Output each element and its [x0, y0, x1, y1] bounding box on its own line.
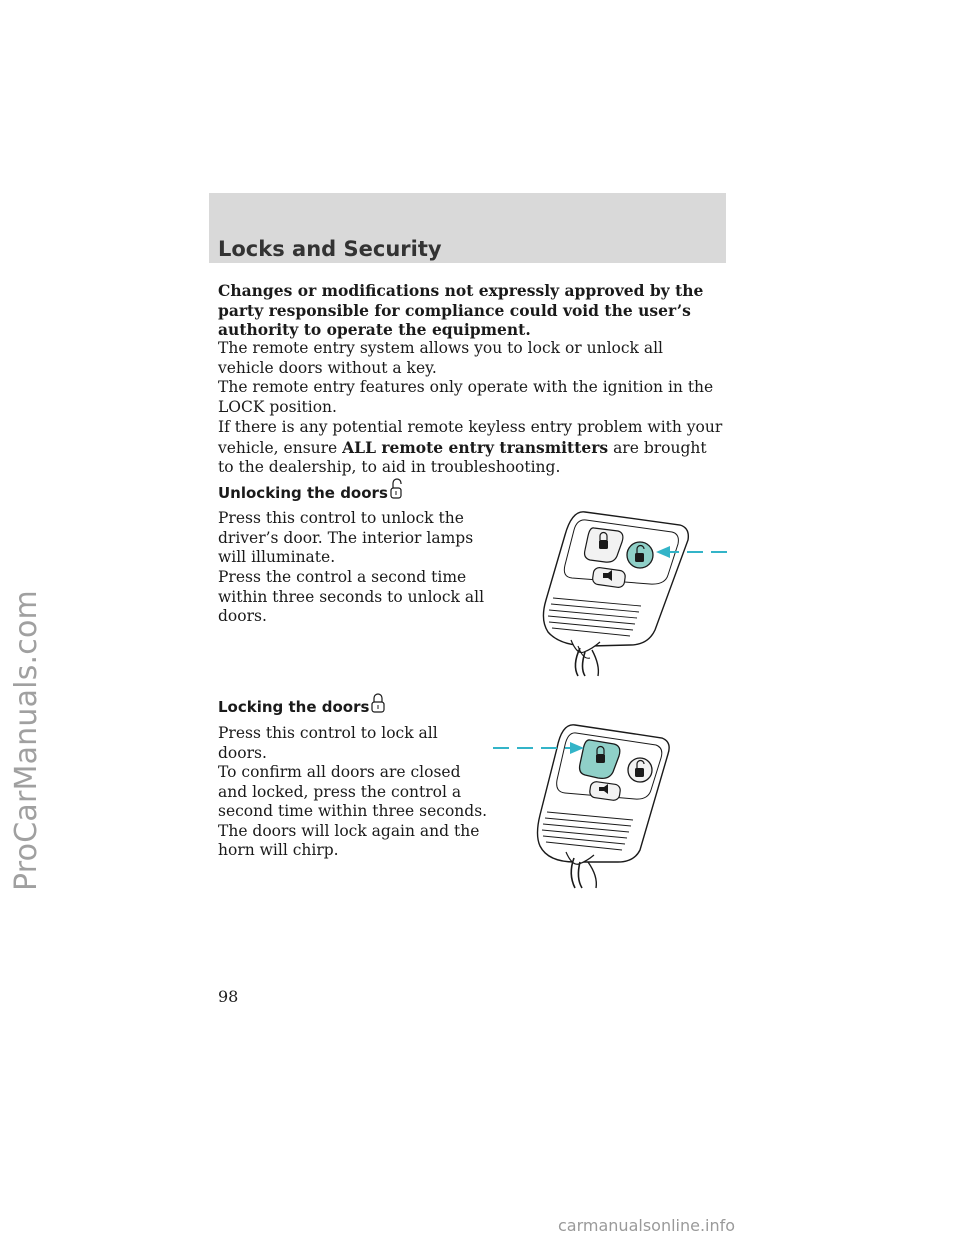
warning-paragraph: Changes or modifications not expressly approved by the party responsible for compliance could void the user’s authority to operate the equipment.	[218, 281, 704, 339]
section-title: Locks and Security	[218, 237, 442, 261]
unlock-heading	[218, 484, 404, 502]
footer-watermark: carmanualsonline.info	[558, 1216, 736, 1235]
unlock-heading-text: Unlocking the doors	[218, 484, 388, 502]
key-fob-lock-illustration	[488, 722, 673, 894]
unlock-paragraph-1: Press this control to unlock the driver’s door. The interior lamps will illuminate.	[218, 509, 474, 566]
intro-paragraph-3	[218, 418, 723, 478]
intro-paragraph-3-text: If there is any potential remote keyless entry problem with your vehicle, ensure	[218, 418, 723, 457]
key-fob-unlock-illustration	[528, 505, 728, 680]
intro-paragraph-3-bold: ALL remote entry transmitters	[342, 437, 609, 457]
lock-paragraph-2: To confirm all doors are closed and locked, press the control a second time within three seconds. The doors will lock again and the horn will chirp.	[218, 763, 488, 859]
unlock-paragraph-2: Press the control a second time within three seconds to unlock all doors.	[218, 568, 485, 625]
lock-paragraph-1: Press this control to lock all doors.	[218, 724, 438, 762]
lock-heading	[218, 698, 385, 716]
side-watermark-text: ProCarManuals.com	[8, 589, 44, 891]
section-header	[209, 193, 726, 263]
side-watermark	[6, 510, 46, 970]
locked-padlock-icon	[371, 692, 385, 714]
page-number: 98	[218, 987, 239, 1006]
intro-paragraph-3-tail: are brought to the dealership, to aid in troubleshooting.	[218, 438, 707, 476]
intro-paragraph-2: The remote entry features only operate with the ignition in the LOCK position.	[218, 378, 714, 416]
lock-heading-text: Locking the doors	[218, 698, 370, 716]
unlocked-padlock-icon	[390, 478, 404, 500]
intro-paragraph-1: The remote entry system allows you to lock or unlock all vehicle doors without a key.	[218, 339, 664, 377]
